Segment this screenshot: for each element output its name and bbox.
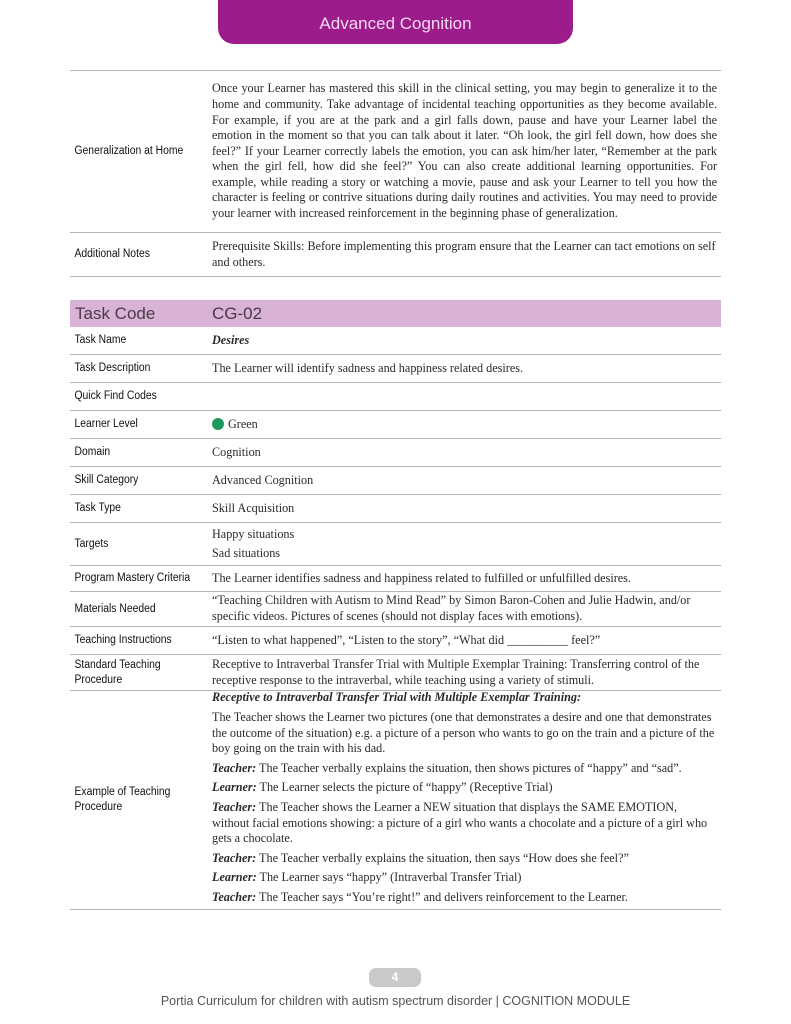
row-label: Generalization at Home: [74, 145, 184, 157]
task-code-value: CG-02: [212, 303, 263, 323]
example-step: [212, 761, 717, 777]
row-label: Program Mastery Criteria: [74, 572, 191, 584]
task-code-bar: [70, 300, 721, 327]
step-text: The Teacher verbally explains the situation, then shows pictures of “happy” and “sad”.: [256, 760, 682, 775]
speaker: Learner:: [212, 780, 257, 795]
speaker: Teacher:: [212, 760, 257, 775]
step-text: The Teacher shows the Learner a NEW situation that displays the SAME EMOTION, without facial emotions showing: a picture of a girl who wants a chocolate and a picture of a girl who gets a chocolate.: [212, 800, 708, 846]
example-step: [212, 780, 717, 796]
section-title: Advanced Cognition: [319, 14, 472, 33]
row-value: “Listen to what happened”, “Listen to the story”, “What did __________ feel?”: [212, 632, 601, 647]
task-table: [70, 300, 721, 910]
row-label: Teaching Instructions: [74, 634, 172, 646]
green-level-dot-icon: [212, 418, 224, 430]
row-value: The Learner identifies sadness and happiness related to fulfilled or unfulfilled desires.: [212, 570, 631, 585]
row-value: Receptive to Intraverbal Transfer Trial with Multiple Exemplar Training: Transferring control of the receptive response to the intraverbal, while teaching using a variety of stimuli.: [212, 656, 700, 687]
label-line: Procedure: [74, 673, 123, 686]
previous-task-table: [70, 70, 721, 277]
row-value: Advanced Cognition: [212, 472, 314, 487]
table-row: [70, 627, 721, 655]
row-label: [70, 658, 198, 688]
task-code-label: Task Code: [75, 303, 156, 323]
row-label: [70, 785, 198, 815]
label-line: Example of Teaching: [74, 786, 171, 798]
table-row: [70, 71, 721, 233]
table-row: [70, 383, 721, 411]
footer-text: Portia Curriculum for children with autism spectrum disorder | COGNITION MODULE: [160, 994, 631, 1008]
target-item: Happy situations: [212, 527, 295, 541]
row-label: Task Name: [74, 334, 127, 346]
speaker: Learner:: [212, 870, 257, 885]
speaker: Teacher:: [212, 800, 257, 814]
example-heading: Receptive to Intraverbal Transfer Trial with Multiple Exemplar Training:: [212, 690, 582, 705]
row-value: The Learner will identify sadness and happiness related desires.: [212, 360, 524, 375]
table-row: [70, 411, 721, 439]
table-row: [70, 355, 721, 383]
label-line: Standard Teaching: [74, 658, 161, 671]
row-label: Materials Needed: [74, 602, 156, 615]
row-label: Task Description: [74, 362, 151, 374]
step-text: The Learner says “happy” (Intraverbal Transfer Trial): [256, 870, 522, 885]
row-value: [212, 417, 721, 433]
task-name-value: Desires: [212, 332, 250, 347]
table-row: [70, 592, 721, 627]
learner-level-value: Green: [228, 416, 258, 431]
example-step: [212, 800, 717, 847]
step-text: The Teacher says “You’re right!” and delivers reinforcement to the Learner.: [256, 889, 628, 904]
row-label: Domain: [74, 446, 111, 458]
row-value: [212, 525, 721, 563]
table-row: [70, 495, 721, 523]
example-procedure: [212, 690, 721, 909]
table-row: [70, 523, 721, 566]
row-label: Targets: [74, 537, 109, 550]
example-intro: The Teacher shows the Learner two pictures (one that demonstrates a desire and one that demonstrates the outcome of the situation) e.g. a picture of a person who wants to go on the train and a picture of the boy going on the train with his dad.: [212, 710, 715, 756]
row-label: Skill Category: [74, 474, 139, 486]
row-value: “Teaching Children with Autism to Mind Read” by Simon Baron-Cohen and Julie Hadwin, and/or specific videos. Pictures of scenes (should not display faces with emotions).: [212, 593, 691, 623]
page-number: 4: [369, 968, 421, 987]
speaker: Teacher:: [212, 889, 257, 904]
table-row: [70, 233, 721, 277]
target-item: Sad situations: [212, 546, 281, 560]
section-header-tab: [218, 0, 573, 44]
row-label: Quick Find Codes: [74, 390, 157, 402]
row-value: Skill Acquisition: [212, 500, 295, 515]
table-row: [70, 327, 721, 355]
table-row: [70, 467, 721, 495]
row-label: Learner Level: [74, 418, 138, 430]
row-value: Prerequisite Skills: Before implementing this program ensure that the Learner can tact emotions on self and others.: [212, 238, 716, 269]
table-row: [70, 439, 721, 467]
table-row: [70, 566, 721, 592]
row-value: Cognition: [212, 444, 261, 459]
example-step: [212, 851, 717, 867]
example-step: [212, 890, 717, 906]
table-row: [70, 655, 721, 691]
row-value: Once your Learner has mastered this skill in the clinical setting, you may begin to generalize it to the home and community. Take advantage of incidental teaching opportunities as they become available. For example, if you are at the park and a girl falls down, pause and have your Learner label the emotion in the moment so that you can talk about it later. “Oh look, the girl fell down, how does she feel?” If your Learner correctly labels the emotion, you can ask him/her later, “Remember at the park when the girl fell, how did she feel?” You can also create additional learning opportunities. For example, while reading a story or watching a movie, pause and ask your Learner to tell you how the character is feeling or contrive situations during daily routines and activities. You may need to provide your learner with increased reinforcement in the beginning phase of generalization.: [212, 81, 717, 221]
speaker: Teacher:: [212, 850, 257, 865]
row-label: Task Type: [74, 502, 121, 514]
step-text: The Teacher verbally explains the situation, then says “How does she feel?”: [256, 850, 629, 865]
table-row: [70, 691, 721, 910]
step-text: The Learner selects the picture of “happy” (Receptive Trial): [256, 780, 553, 795]
row-label: Additional Notes: [74, 248, 150, 260]
example-step: [212, 870, 717, 886]
label-line: Procedure: [74, 801, 123, 813]
